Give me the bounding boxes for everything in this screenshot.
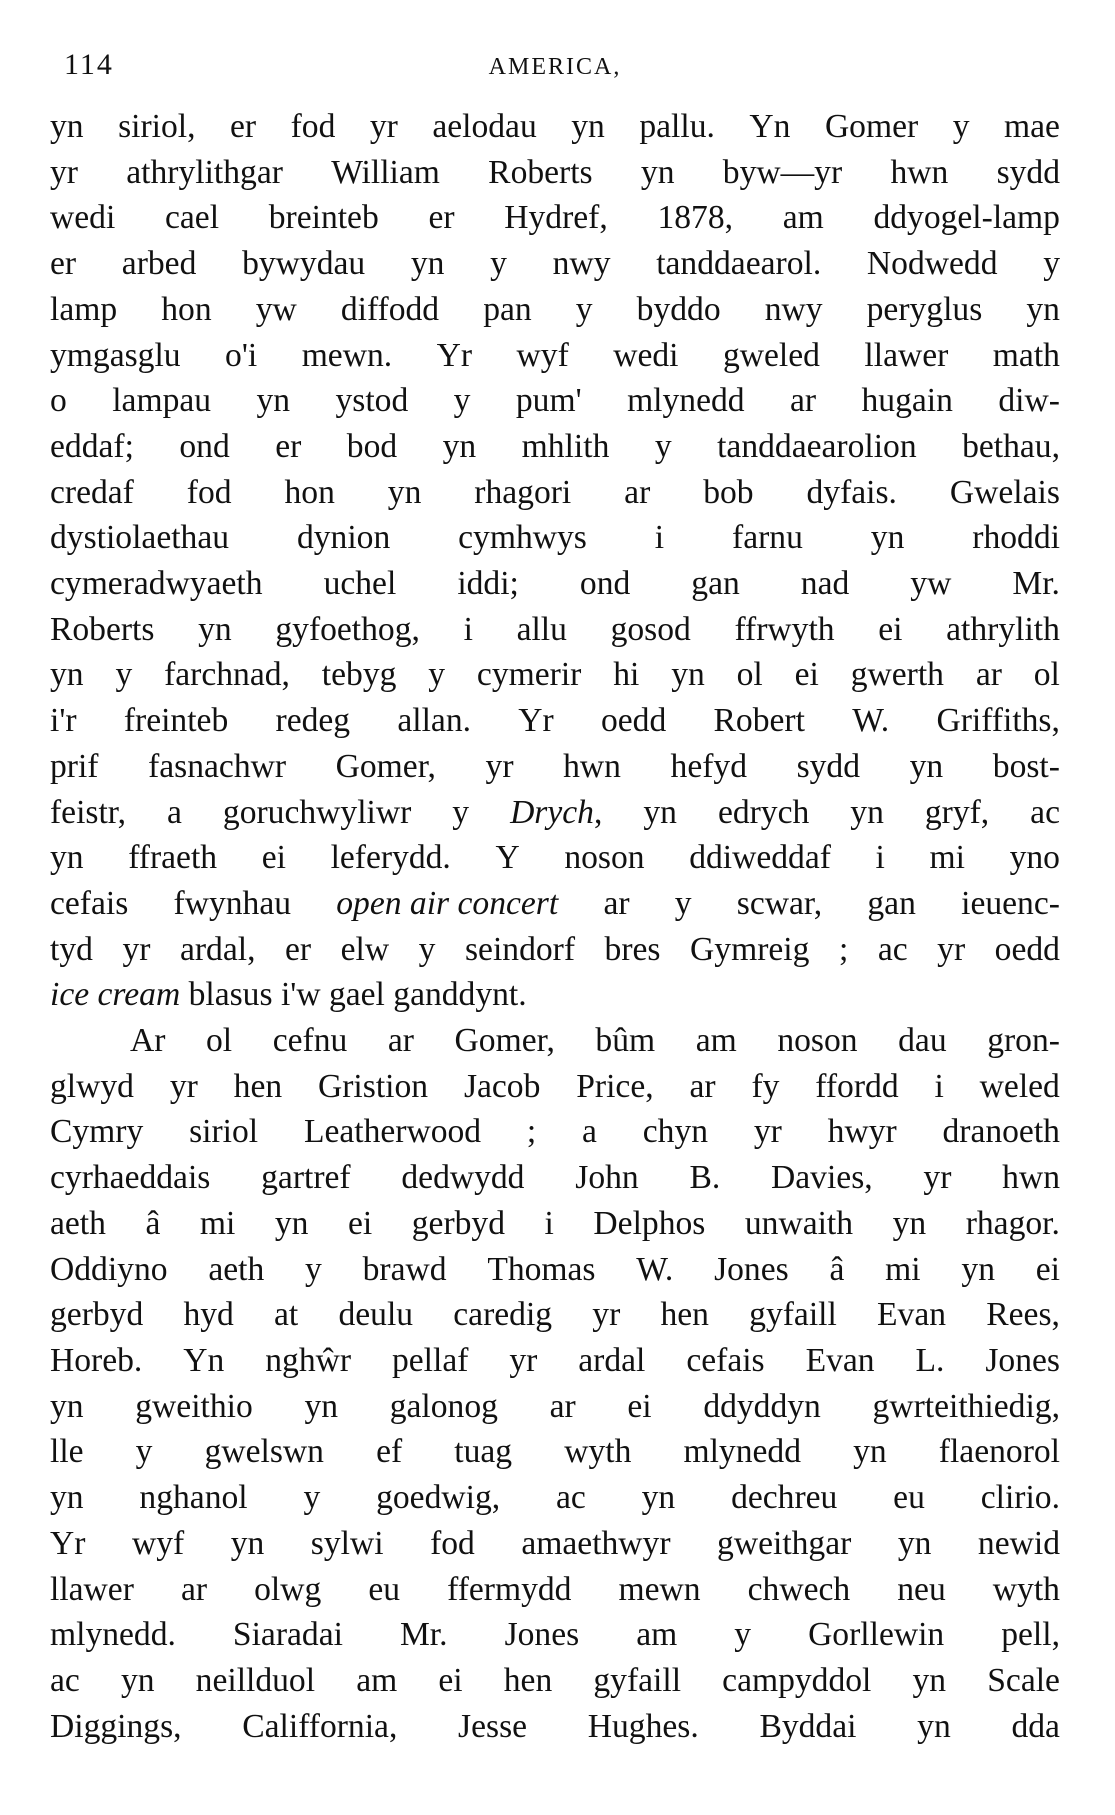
text-line: tyd yr ardal, er elw y seindorf bres Gymreig ; ac yr oedd bbox=[50, 930, 1060, 968]
text-line: lle y gwelswn ef tuag wyth mlynedd yn flaenorol bbox=[50, 1433, 1060, 1471]
text-line: Diggings, Califfornia, Jesse Hughes. Byddai yn dda bbox=[50, 1707, 1060, 1745]
text-line: cefais fwynhau open air concert ar y scwar, gan ieuenc- bbox=[50, 884, 1060, 922]
text-line: prif fasnachwr Gomer, yr hwn hefyd sydd yn bost- bbox=[50, 747, 1060, 785]
text-line: cymeradwyaeth uchel iddi; ond gan nad yw Mr. bbox=[50, 565, 1060, 603]
text-line: credaf fod hon yn rhagori ar bob dyfais. Gwelais bbox=[50, 473, 1060, 511]
text-line: lamp hon yw diffodd pan y byddo nwy peryglus yn bbox=[50, 290, 1060, 328]
text-line: cyrhaeddais gartref dedwydd John B. Davies, yr hwn bbox=[50, 1159, 1060, 1197]
text-line: gerbyd hyd at deulu caredig yr hen gyfaill Evan Rees, bbox=[50, 1296, 1060, 1334]
text-line: yn gweithio yn galonog ar ei ddyddyn gwrteithiedig, bbox=[50, 1387, 1060, 1425]
text-line: ice cream blasus i'w gael ganddynt. bbox=[50, 976, 527, 1014]
text-line: ymgasglu o'i mewn. Yr wyf wedi gweled llawer math bbox=[50, 336, 1060, 374]
text-line: i'r freinteb redeg allan. Yr oedd Robert W. Griffiths, bbox=[50, 702, 1060, 740]
text-line: Yr wyf yn sylwi fod amaethwyr gweithgar yn newid bbox=[50, 1524, 1060, 1562]
body-text bbox=[50, 104, 1060, 1749]
text-line: yn ffraeth ei leferydd. Y noson ddiweddaf i mi yno bbox=[50, 839, 1060, 877]
text-line: feistr, a goruchwyliwr y Drych, yn edrych yn gryf, ac bbox=[50, 793, 1060, 831]
page-number: 114 bbox=[64, 48, 114, 81]
text-line: Horeb. Yn nghŵr pellaf yr ardal cefais Evan L. Jones bbox=[50, 1341, 1060, 1379]
running-head bbox=[50, 40, 1060, 90]
text-line: Roberts yn gyfoethog, i allu gosod ffrwyth ei athrylith bbox=[50, 610, 1060, 648]
text-line: Ar ol cefnu ar Gomer, bûm am noson dau gron- bbox=[130, 1022, 1060, 1060]
text-line: o lampau yn ystod y pum' mlynedd ar hugain diw- bbox=[50, 382, 1060, 420]
text-line: eddaf; ond er bod yn mhlith y tanddaearolion bethau, bbox=[50, 427, 1060, 465]
text-line: Oddiyno aeth y brawd Thomas W. Jones â mi yn ei bbox=[50, 1250, 1060, 1288]
text-line: yn nghanol y goedwig, ac yn dechreu eu clirio. bbox=[50, 1479, 1060, 1517]
text-line: Cymry siriol Leatherwood ; a chyn yr hwyr dranoeth bbox=[50, 1113, 1060, 1151]
text-line: yn siriol, er fod yr aelodau yn pallu. Yn Gomer y mae bbox=[50, 108, 1060, 145]
text-line: aeth â mi yn ei gerbyd i Delphos unwaith yn rhagor. bbox=[50, 1204, 1060, 1242]
text-line: er arbed bywydau yn y nwy tanddaearol. Nodwedd y bbox=[50, 245, 1060, 283]
text-line: llawer ar olwg eu ffermydd mewn chwech neu wyth bbox=[50, 1570, 1060, 1608]
book-page bbox=[50, 40, 1060, 1749]
paragraph-2 bbox=[50, 1018, 1060, 1749]
text-line: glwyd yr hen Gristion Jacob Price, ar fy ffordd i weled bbox=[50, 1067, 1060, 1105]
text-line: mlynedd. Siaradai Mr. Jones am y Gorllewin pell, bbox=[50, 1616, 1060, 1654]
text-line: dystiolaethau dynion cymhwys i farnu yn rhoddi bbox=[50, 519, 1060, 557]
text-line: yn y farchnad, tebyg y cymerir hi yn ol ei gwerth ar ol bbox=[50, 656, 1060, 694]
text-line: yr athrylithgar William Roberts yn byw—yr hwn sydd bbox=[50, 153, 1060, 191]
text-line: ac yn neillduol am ei hen gyfaill campyddol yn Scale bbox=[50, 1661, 1060, 1699]
paragraph-1 bbox=[50, 104, 1060, 1018]
text-line: wedi cael breinteb er Hydref, 1878, am ddyogel-lamp bbox=[50, 199, 1060, 237]
running-title: AMERICA, bbox=[488, 54, 622, 80]
